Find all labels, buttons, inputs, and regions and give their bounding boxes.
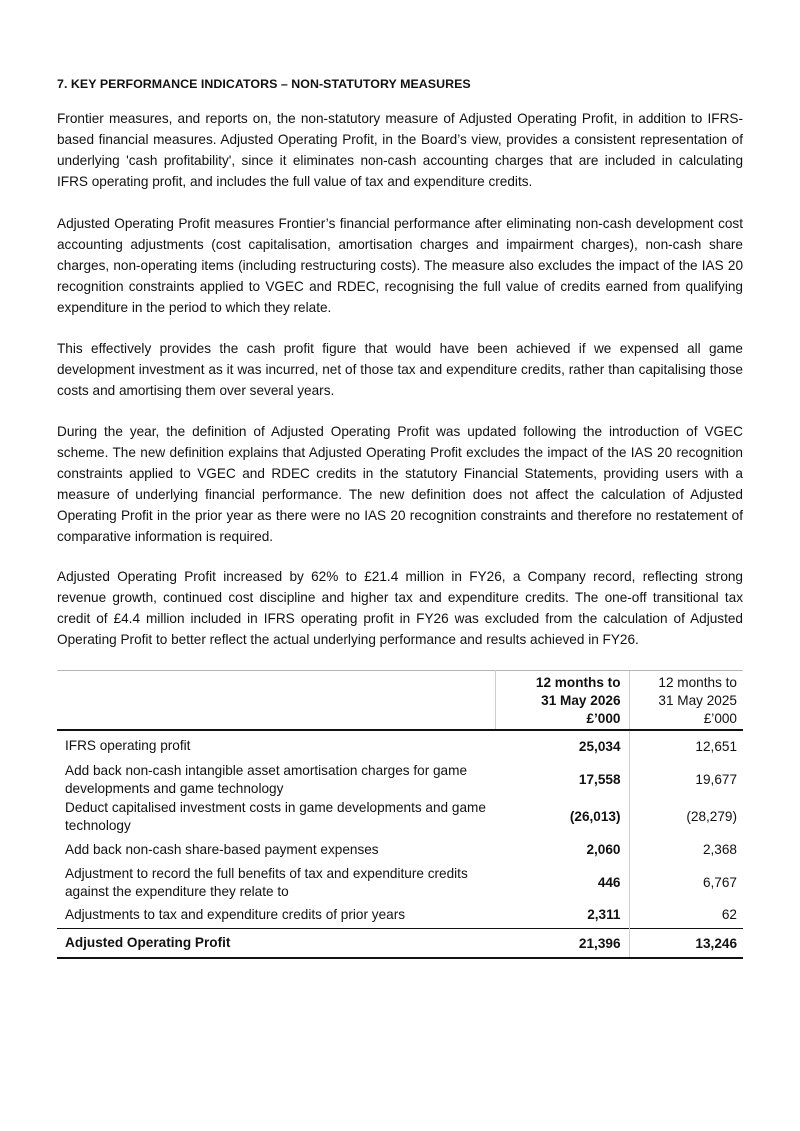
- row-label: Add back non-cash intangible asset amortisation charges for game developments and game technology: [65, 762, 467, 796]
- row-prior-value: 12,651: [695, 738, 737, 754]
- table-header-row: [57, 671, 743, 731]
- header-current-line-1: 12 months to: [535, 675, 621, 690]
- row-current-value: 2,060: [495, 835, 629, 864]
- row-prior-value: 6,767: [702, 875, 737, 890]
- section-heading: 7. KEY PERFORMANCE INDICATORS – NON-STATUTORY MEASURES: [57, 77, 471, 91]
- row-label: Adjustments to tax and expenditure credits of prior years: [65, 906, 406, 922]
- row-label: Adjustment to record the full benefits of tax and expenditure credits against the expenditure they relate to: [65, 865, 468, 899]
- row-prior-value: 2,368: [702, 842, 737, 857]
- header-prior-line-2: 31 May 2025: [658, 693, 737, 708]
- total-current-value: 21,396: [495, 929, 629, 959]
- row-prior-value: (28,279): [686, 809, 737, 824]
- header-current-line-2: 31 May 2026: [541, 693, 621, 708]
- paragraph-4: During the year, the definition of Adjusted Operating Profit was updated following the introduction of VGEC scheme. The new definition explains that Adjusted Operating Profit excludes the impact of the IAS 20 recognition constraints applied to VGEC and RDEC credits in the statutory Financial Statements, providing users with a measure of underlying financial performance. The new definition does not affect the calculation of Adjusted Operating Profit in the prior year as there were no IAS 20 recognition constraints and therefore no restatement of comparative information is required.: [57, 424, 743, 544]
- table-row: [57, 901, 743, 929]
- row-current-value: 2,311: [495, 901, 629, 929]
- paragraph-2: Adjusted Operating Profit measures Frontier’s financial performance after eliminating non-cash development cost accounting adjustments (cost capitalisation, amortisation charges and impairment charges), non-cash share charges, non-operating items (including restructuring costs). The measure also excludes the impact of the IAS 20 recognition constraints applied to VGEC and RDEC, recognising the full value of credits earned from qualifying expenditure in the period to which they relate.: [57, 216, 743, 315]
- header-current-period: [495, 671, 629, 731]
- table-row: [57, 730, 743, 761]
- header-label-cell: [57, 671, 495, 731]
- table-row: [57, 864, 743, 901]
- row-current-value: 25,034: [495, 730, 629, 761]
- header-prior-line-1: 12 months to: [658, 675, 737, 690]
- paragraph-3: This effectively provides the cash profit figure that would have been achieved if we expensed all game development investment as it was incurred, net of those tax and expenditure credits, rather than capitalising those costs and amortising them over several years.: [57, 341, 743, 398]
- row-label: Deduct capitalised investment costs in game developments and game technology: [65, 799, 486, 833]
- row-current-value: 17,558: [495, 761, 629, 798]
- paragraph-5: Adjusted Operating Profit increased by 62% to £21.4 million in FY26, a Company record, reflecting strong revenue growth, continued cost discipline and higher tax and expenditure credits. The one-off transitional tax credit of £4.4 million included in IFRS operating profit in FY26 was excluded from the calculation of Adjusted Operating Profit to better reflect the actual underlying performance and results achieved in FY26.: [57, 569, 743, 647]
- total-prior-value: 13,246: [695, 935, 737, 951]
- row-current-value: 446: [495, 864, 629, 901]
- header-current-line-3: £’000: [586, 711, 621, 726]
- row-label: IFRS operating profit: [65, 738, 191, 753]
- total-label: Adjusted Operating Profit: [65, 935, 231, 950]
- row-label: Add back non-cash share-based payment expenses: [65, 841, 379, 857]
- table-row: [57, 798, 743, 835]
- table-row: [57, 835, 743, 864]
- header-prior-line-3: £’000: [703, 711, 737, 726]
- row-prior-value: 19,677: [695, 772, 737, 787]
- header-prior-period: [629, 671, 743, 731]
- kpi-table: [57, 670, 743, 959]
- table-row: [57, 761, 743, 798]
- paragraph-1: Frontier measures, and reports on, the non-statutory measure of Adjusted Operating Profit, in addition to IFRS-based financial measures. Adjusted Operating Profit, in the Board’s view, provides a consistent representation of underlying 'cash profitability', since it eliminates non-cash accounting charges that are included in calculating IFRS operating profit, and includes the full value of tax and expenditure credits.: [57, 111, 743, 189]
- table-total-row: [57, 929, 743, 959]
- row-current-value: (26,013): [495, 798, 629, 835]
- row-prior-value: 62: [721, 907, 737, 922]
